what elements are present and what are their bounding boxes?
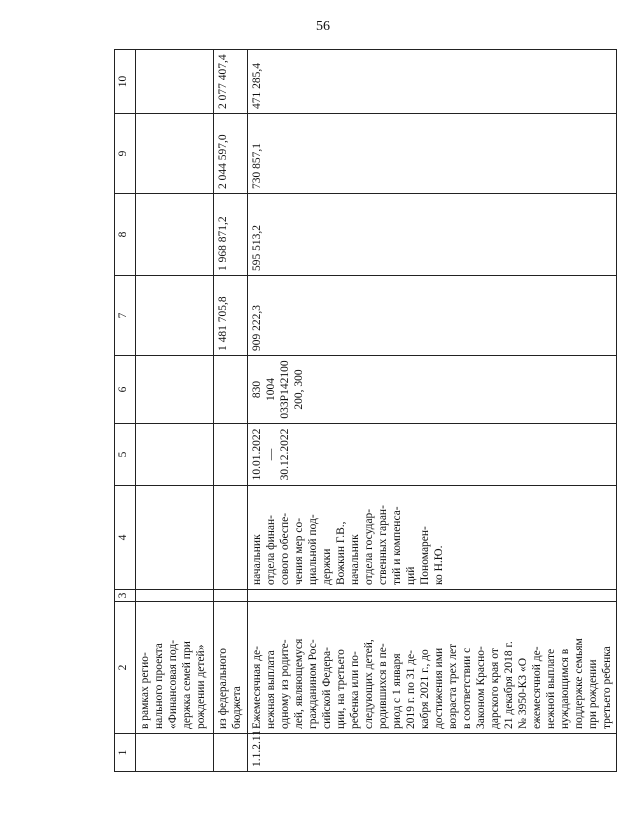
table-row-federal [214,50,248,772]
header-cell: 10 [115,50,136,114]
header-cell: 7 [115,276,136,356]
cell-amount-2023: 1 968 871,2 [214,194,248,276]
cell-amount-2023: 595 513,2 [248,194,617,276]
cell-number [214,734,248,772]
cell-amount-2024: 2 044 597,0 [214,114,248,194]
cell-empty [136,590,214,602]
cell-empty [136,50,214,114]
cell-empty [136,356,214,424]
cell-empty [214,356,248,424]
cell-responsible: начальник отдела финан- сового обеспе- чения мер со- циальной под- держки Вожкин Г.В., начальник отдела государ- ственных гаран- тий и компенса- ций Пономарен- ко Н.Ю. [248,486,617,590]
cell-empty [248,590,617,602]
header-cell: 3 [115,590,136,602]
cell-amount-2022: 909 222,3 [248,276,617,356]
page-number: 56 [316,19,330,34]
cell-number: 1.1.2.11 [248,734,617,772]
cell-budget-code: 830 1004 033P142100 200, 300 [248,356,617,424]
header-cell: 9 [115,114,136,194]
cell-amount-2025: 2 077 407,4 [214,50,248,114]
header-cell: 6 [115,356,136,424]
cell-amount-2022: 1 481 705,8 [214,276,248,356]
cell-empty [136,276,214,356]
cell-name: в рамках регио- нального проекта «Финансовая под- держка семей при рождении детей» [136,602,214,734]
header-cell: 8 [115,194,136,276]
program-activities-table [114,49,617,772]
cell-amount-2024: 730 857,1 [248,114,617,194]
cell-name: из федерального бюджета [214,602,248,734]
cell-empty [214,424,248,486]
cell-name: Ежемесячная де- нежная выплата одному из родите- лей, являющемуся гражданином Рос- сийской Федера- ции, на третьего ребенка или по- следующих детей, родившихся в пе- риод с 1 января 2019 г. по 31 де- кабря 2021 г., до достижения ими возраста трех лет в соответствии с Законом Красно- дарского края от 21 декабря 2018 г. № 3950-КЗ «О ежемесячной де- нежной выплате нуждающимся в поддержке семьям при рождении третьего ребенка [248,602,617,734]
cell-empty [214,590,248,602]
header-cell: 1 [115,734,136,772]
cell-period: 10.01.2022 — 30.12.2022 [248,424,617,486]
table-row-project [136,50,214,772]
rotated-table-region [114,50,613,772]
header-cell: 2 [115,602,136,734]
cell-empty [136,486,214,590]
header-cell: 4 [115,486,136,590]
rotated-table-container [114,50,613,772]
cell-amount-2025: 471 285,4 [248,50,617,114]
cell-number [136,734,214,772]
cell-empty [136,114,214,194]
table-header-row [115,50,136,772]
cell-empty [136,424,214,486]
cell-empty [214,486,248,590]
table-row-main [248,50,617,772]
cell-empty [136,194,214,276]
header-cell: 5 [115,424,136,486]
